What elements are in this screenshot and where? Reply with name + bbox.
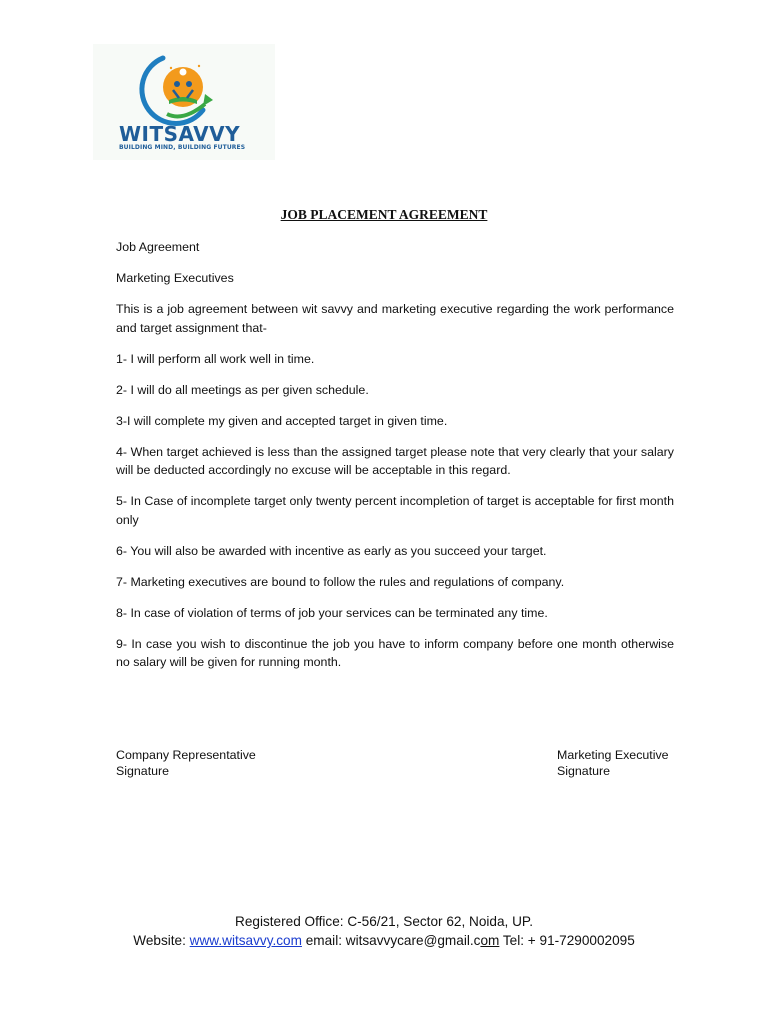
executive-signature-label: Signature: [557, 764, 611, 778]
footer-contact: [0, 931, 768, 950]
clause-2: 2- I will do all meetings as per given schedule.: [116, 382, 369, 397]
clause-7: 7- Marketing executives are bound to follow the rules and regulations of company.: [116, 574, 565, 589]
company-signature-block: [116, 747, 256, 779]
paragraph-intro: This is a job agreement between wit savvy and marketing executive regarding the work performance and target assignment that-: [116, 302, 674, 335]
clause-5: 5- In Case of incomplete target only twenty percent incompletion of target is acceptable for first month only: [116, 494, 674, 527]
logo-tagline: BUILDING MIND, BUILDING FUTURES: [119, 144, 246, 151]
paragraph-subheading: Marketing Executives: [116, 271, 234, 285]
executive-signature-block: [557, 747, 669, 779]
website-label: Website:: [133, 933, 190, 948]
footer-address: Registered Office: C-56/21, Sector 62, Noida, UP.: [235, 914, 533, 929]
clause-1: 1- I will perform all work well in time.: [116, 351, 315, 366]
clause-6: 6- You will also be awarded with incentive as early as you succeed your target.: [116, 543, 547, 558]
document-title: JOB PLACEMENT AGREEMENT: [280, 207, 488, 222]
logo-wordmark: WITSAVVY: [119, 122, 241, 146]
clause-3: 3-I will complete my given and accepted target in given time.: [116, 413, 448, 428]
footer: [0, 912, 768, 950]
company-representative-label: Company Representative: [116, 748, 256, 762]
paragraph-heading: Job Agreement: [116, 240, 200, 254]
marketing-executive-label: Marketing Executive: [557, 748, 669, 762]
company-signature-label: Signature: [116, 764, 170, 778]
website-link[interactable]: www.witsavvy.com: [189, 933, 302, 948]
clause-9: 9- In case you wish to discontinue the job you have to inform company before one month otherwise no salary will be given for running month.: [116, 636, 674, 669]
agreement-body: [116, 238, 674, 684]
clause-8: 8- In case of violation of terms of job your services can be terminated any time.: [116, 605, 548, 620]
witsavvy-logo: [93, 44, 275, 160]
telephone-text: Tel: + 91-7290002095: [499, 933, 635, 948]
email-text: email: witsavvycare@gmail.c: [301, 933, 481, 948]
email-tail: om: [480, 933, 500, 948]
clause-4: 4- When target achieved is less than the assigned target please note that very clearly that your salary will be deducted accordingly no excuse will be acceptable in this regard.: [116, 444, 674, 477]
